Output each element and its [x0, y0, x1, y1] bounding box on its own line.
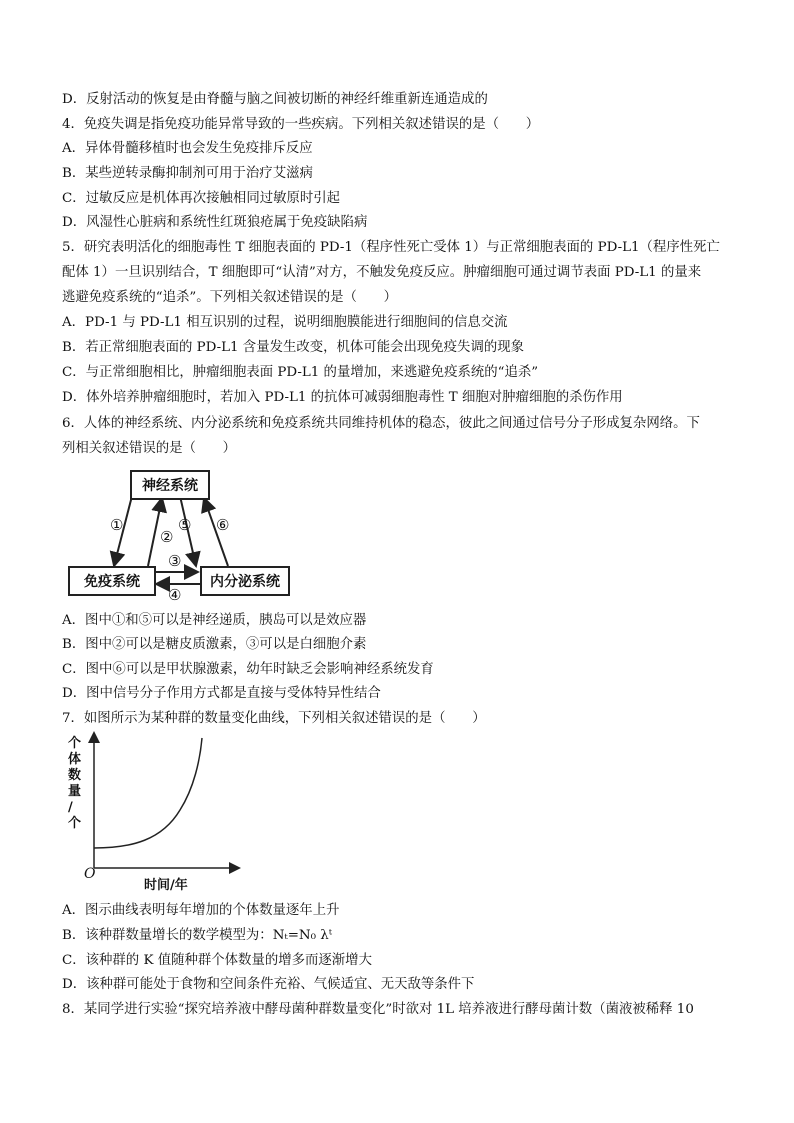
q4-option-c: C．过敏反应是机体再次接触相同过敏原时引起	[62, 191, 341, 206]
q6-option-c: C．图中⑥可以是甲状腺激素，幼年时缺乏会影响神经系统发育	[62, 662, 434, 677]
q7-option-c: C．该种群的 K 值随种群个体数量的增多而逐渐增大	[62, 953, 372, 968]
q6-stem-line2: 列相关叙述错误的是（ ）	[62, 441, 237, 456]
q4-option-b: B．某些逆转录酶抑制剂可用于治疗艾滋病	[62, 166, 313, 181]
label-4: ④	[168, 586, 182, 604]
q5-option-c: C．与正常细胞相比，肿瘤细胞表面 PD-L1 的量增加，来逃避免疫系统的“追杀”	[62, 365, 539, 380]
label-5: ⑤	[178, 516, 192, 534]
j-shaped-curve	[94, 738, 202, 848]
nervous-system-box: 神经系统	[130, 470, 210, 500]
q8-stem: 8．某同学进行实验“探究培养液中酵母菌种群数量变化”时欲对 1L 培养液进行酵母菌计数（菌液被稀释 10	[62, 1002, 694, 1017]
q5-stem-line2: 配体 1）一旦识别结合，T 细胞即可“认清”对方，不触发免疫反应。肿瘤细胞可通过调节表面 PD-L1 的量来	[62, 265, 702, 280]
q4-option-d: D．风湿性心脏病和系统性红斑狼疮属于免疫缺陷病	[62, 215, 368, 230]
q5-stem-line3: 逃避免疫系统的“追杀”。下列相关叙述错误的是（ ）	[62, 290, 398, 305]
q4-stem: 4．免疫失调是指免疫功能异常导致的一些疾病。下列相关叙述错误的是（ ）	[62, 117, 540, 132]
endocrine-system-box: 内分泌系统	[200, 566, 290, 596]
x-axis-label: 时间/年	[144, 878, 188, 893]
y-axis-label: 个 体 数 量 / 个	[68, 736, 82, 831]
q7-option-b: B．该种群数量增长的数学模型为：Nₜ=N₀ λᵗ	[62, 928, 333, 943]
q7-option-a: A．图示曲线表明每年增加的个体数量逐年上升	[62, 903, 340, 918]
q7-option-d: D．该种群可能处于食物和空间条件充裕、气候适宜、无天敌等条件下	[62, 977, 475, 992]
q5-option-d: D．体外培养肿瘤细胞时，若加入 PD-L1 的抗体可减弱细胞毒性 T 细胞对肿瘤细胞的杀伤作用	[62, 390, 623, 405]
q6-option-d: D．图中信号分子作用方式都是直接与受体特异性结合	[62, 686, 381, 701]
q5-option-a: A．PD-1 与 PD-L1 相互识别的过程，说明细胞膜能进行细胞间的信息交流	[62, 315, 508, 330]
q7-stem: 7．如图所示为某种群的数量变化曲线，下列相关叙述错误的是（ ）	[62, 711, 486, 726]
q4-option-a: A．异体骨髓移植时也会发生免疫排斥反应	[62, 141, 313, 156]
q6-option-a: A．图中①和⑤可以是神经递质，胰岛可以是效应器	[62, 613, 367, 628]
origin-label: O	[84, 866, 96, 882]
population-curve-figure	[62, 730, 242, 895]
label-1: ①	[110, 516, 124, 534]
q5-stem-line1: 5．研究表明活化的细胞毒性 T 细胞表面的 PD-1（程序性死亡受体 1）与正常细胞表面的 PD-L1（程序性死亡	[62, 240, 720, 255]
q6-stem-line1: 6．人体的神经系统、内分泌系统和免疫系统共同维持机体的稳态，彼此之间通过信号分子形成复杂网络。下	[62, 416, 700, 431]
label-3: ③	[168, 552, 182, 570]
label-2: ②	[160, 528, 174, 546]
regulation-network-diagram	[62, 466, 292, 606]
immune-system-box: 免疫系统	[68, 566, 156, 596]
label-6: ⑥	[216, 516, 230, 534]
q6-option-b: B．图中②可以是糖皮质激素，③可以是白细胞介素	[62, 637, 367, 652]
q3-option-d: D．反射活动的恢复是由脊髓与脑之间被切断的神经纤维重新连通造成的	[62, 92, 488, 107]
q5-option-b: B．若正常细胞表面的 PD-L1 含量发生改变，机体可能会出现免疫失调的现象	[62, 340, 525, 355]
